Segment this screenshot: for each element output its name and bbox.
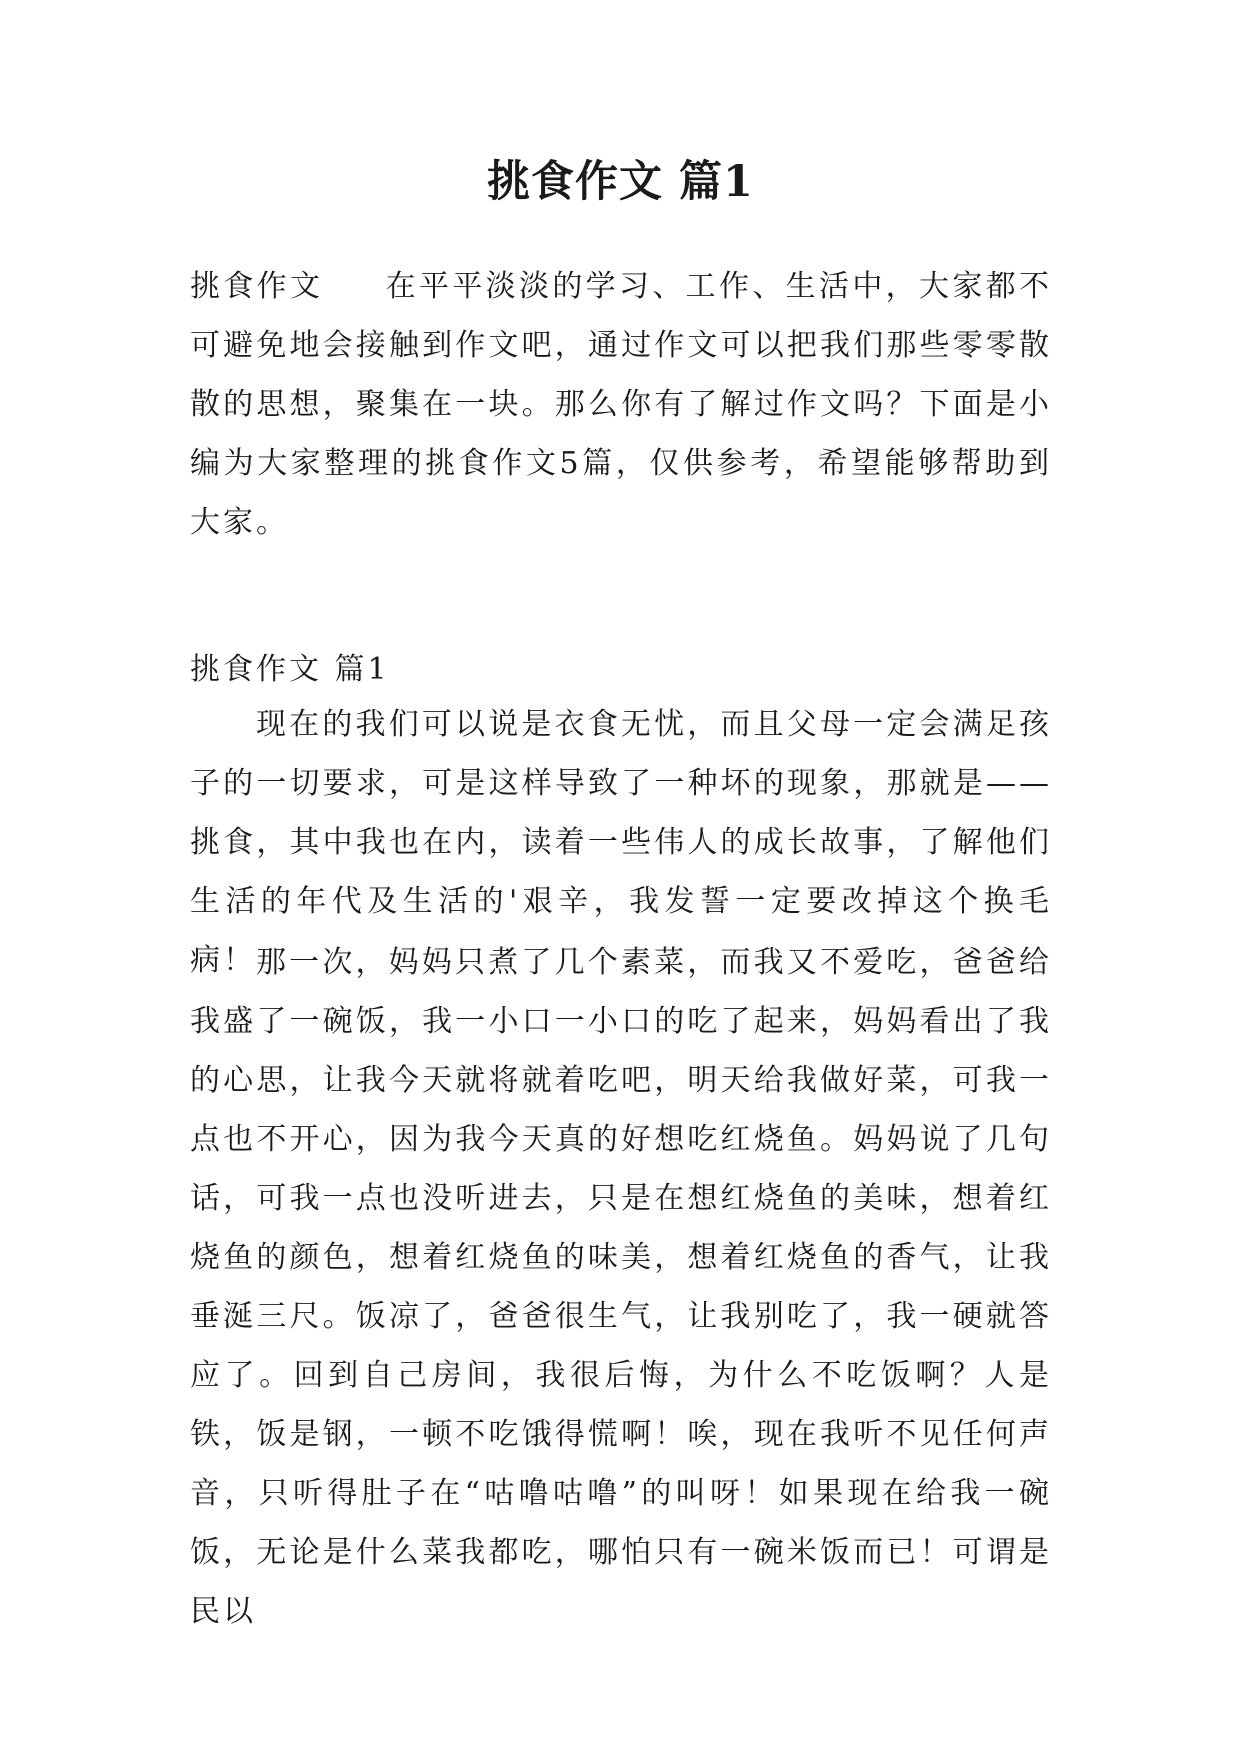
intro-paragraph <box>190 257 1052 552</box>
document-title: 挑食作文 篇1 <box>487 157 754 207</box>
section-heading: 挑食作文 篇1 <box>190 652 390 687</box>
intro-text: 在平平淡淡的学习、工作、生活中，大家都不可避免地会接触到作文吧，通过作文可以把我们那些零零散散的思想，聚集在一块。那么你有了解过作文吗？下面是小编为大家整理的挑食作文5篇，仅供参考，希望能够帮助到大家。 <box>190 269 1053 540</box>
intro-label: 挑食作文 <box>190 269 324 304</box>
body-paragraph-2: 那一次，妈妈只煮了几个素菜，而我又不爱吃，爸爸给我盛了一碗饭，我一小口一小口的吃了起来，妈妈看出了我的心思，让我今天就将就着吃吧，明天给我做好菜，可我一点也不开心，因为我今天真的好想吃红烧鱼。妈妈说了几句话，可我一点也没听进去，只是在想红烧鱼的美味，想着红烧鱼的颜色，想着红烧鱼的味美，想着红烧鱼的香气，让我垂涎三尺。饭凉了，爸爸很生气，让我别吃了，我一硬就答应了。回到自己房间，我很后悔，为什么不吃饭啊？人是铁，饭是钢，一顿不吃饿得慌啊！唉，现在我听不见任何声音，只听得肚子在“咕噜咕噜”的叫呀！如果现在给我一碗饭，无论是什么菜我都吃，哪怕只有一碗米饭而已！可谓是民以 <box>190 945 1052 1629</box>
body-paragraph-1: 现在的我们可以说是衣食无忧，而且父母一定会满足孩子的一切要求，可是这样导致了一种坏的现象，那就是——挑食，其中我也在内，读着一些伟人的成长故事，了解他们生活的年代及生活的'艰辛，我发誓一定要改掉这个换毛病！ <box>190 707 1052 978</box>
